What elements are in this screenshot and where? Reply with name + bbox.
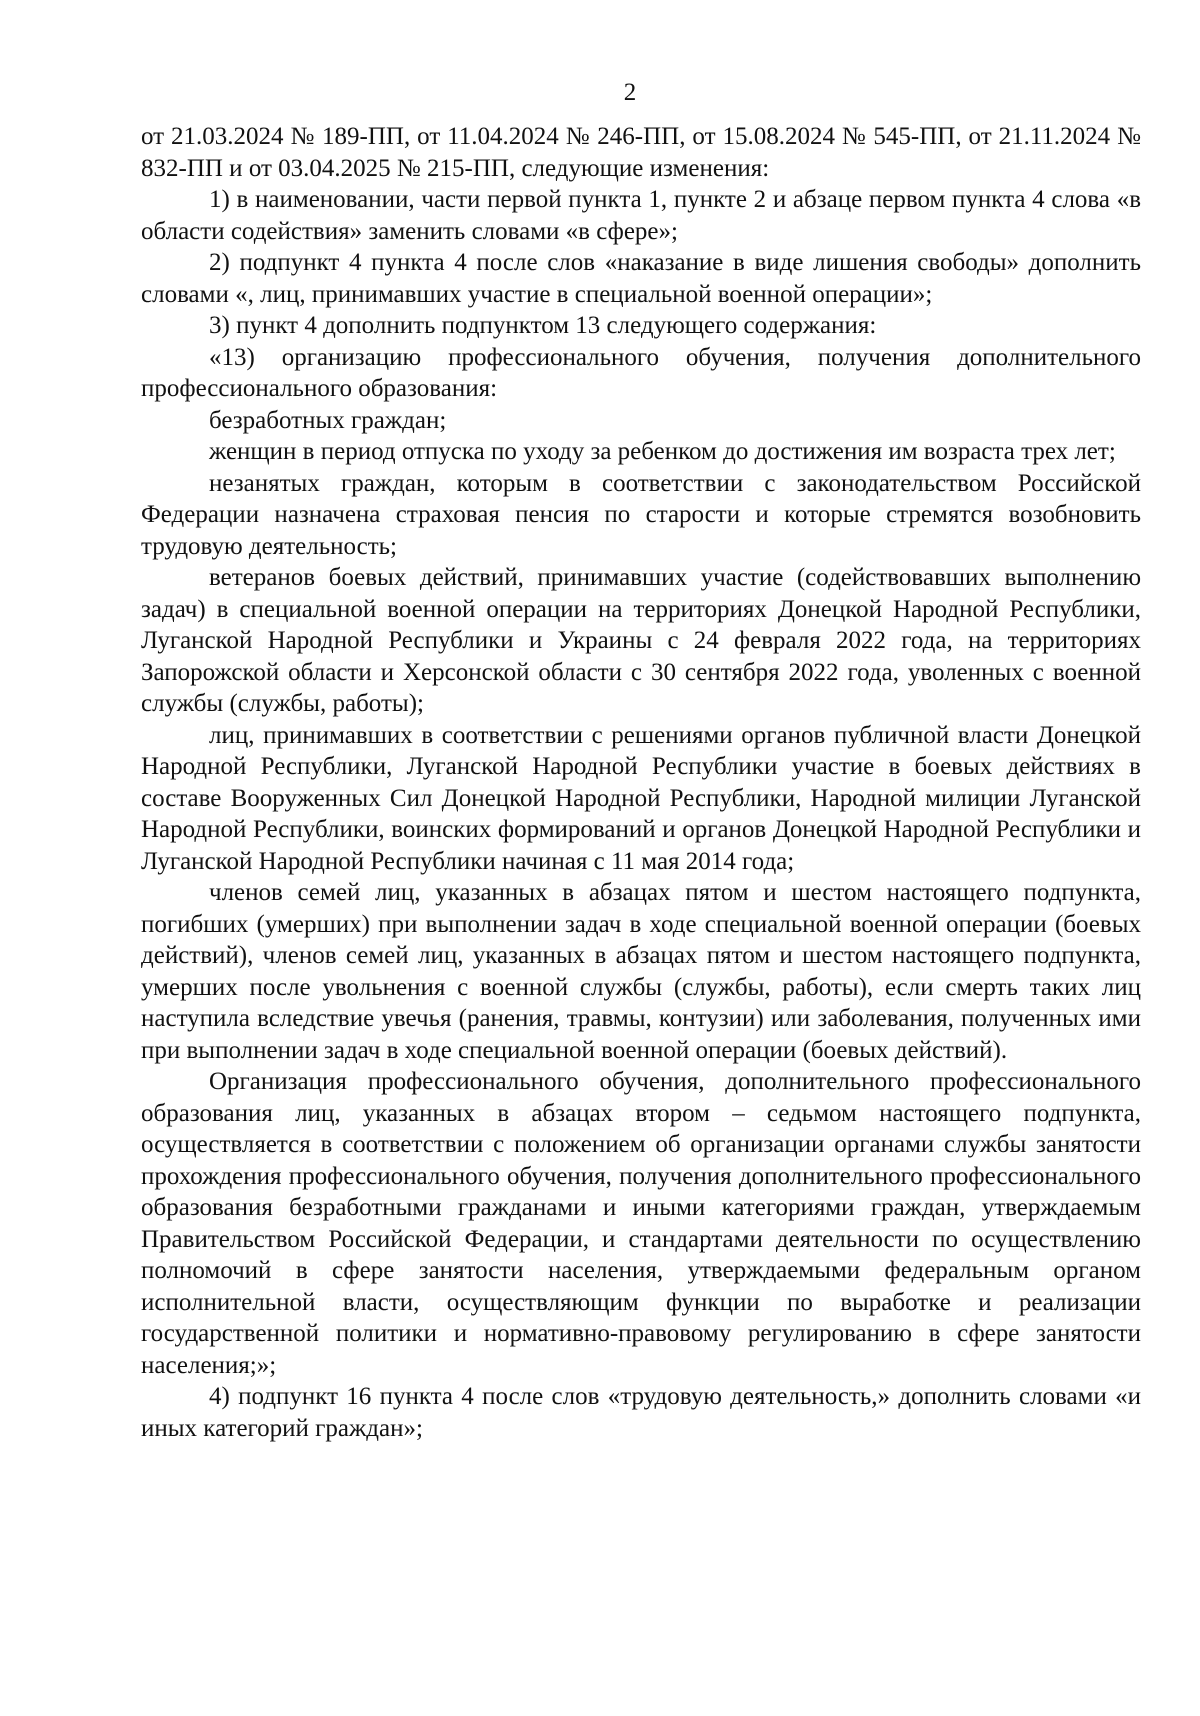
paragraph-training-organization: Организация профессионального обучения, дополнительного профессионального образования лиц, указанных в абзацах втором – седьмом настоящего подпункта, осуществляется в соответствии с положением об организации органами службы занятости прохождения профессионального обучения, получения дополнительного профессионального образования безработными гражданами и иными категориями граждан, утверждаемым Правительством Российской Федерации, и стандартами деятельности по осуществлению полномочий в сфере занятости населения, утверждаемыми федеральным органом исполнительной власти, осуществляющим функции по выработке и реализации государственной политики и нормативно-правовому регулированию в сфере занятости населения;»; [141,1068,1141,1379]
paragraph-family-members: членов семей лиц, указанных в абзацах пятом и шестом настоящего подпункта, погибших (умерших) при выполнении задач в ходе специальной военной операции (боевых действий), членов семей лиц, указанных в абзацах пятом и шестом настоящего подпункта, умерших после увольнения с военной службы (службы, работы), если смерть таких лиц наступила вследствие увечья (ранения, травмы, контузии) или заболевания, полученных ими при выполнении задач в ходе специальной военной операции (боевых действий). [141,879,1141,1064]
page-number: 2 [623,79,637,106]
paragraph-item-1: 1) в наименовании, части первой пункта 1, пункте 2 и абзаце первом пункта 4 слова «в области содействия» заменить словами «в сфере»; [141,186,1141,245]
paragraph-amendment-intro: от 21.03.2024 № 189-ПП, от 11.04.2024 № 246-ПП, от 15.08.2024 № 545-ПП, от 21.11.2024 № 832-ПП и от 03.04.2025 № 215-ПП, следующие изменения: [141,123,1141,182]
paragraph-item-2: 2) подпункт 4 пункта 4 после слов «наказание в виде лишения свободы» дополнить словами «, лиц, принимавших участие в специальной военной операции»; [141,249,1141,308]
paragraph-subitem-13: «13) организацию профессионального обучения, получения дополнительного профессионального образования: [141,343,1141,402]
paragraph-unemployed-citizens: безработных граждан; [209,406,447,434]
paragraph-pensioners: незанятых граждан, которым в соответствии с законодательством Российской Федерации назначена страховая пенсия по старости и которые стремятся возобновить трудовую деятельность; [141,469,1141,560]
paragraph-item-3: 3) пункт 4 дополнить подпунктом 13 следующего содержания: [209,312,877,339]
paragraph-item-4: 4) подпункт 16 пункта 4 после слов «трудовую деятельность,» дополнить словами «и иных категорий граждан»; [141,1383,1141,1442]
paragraph-combat-veterans: ветеранов боевых действий, принимавших участие (содействовавших выполнению задач) в специальной военной операции на территориях Донецкой Народной Республики, Луганской Народной Республики и Украины с 24 февраля 2022 года, на территориях Запорожской области и Херсонской области с 30 сентября 2022 года, уволенных с военной службы (службы, работы); [141,564,1141,717]
paragraph-dpr-lpr-participants: лиц, принимавших в соответствии с решениями органов публичной власти Донецкой Народной Республики, Луганской Народной Республики участие в боевых действиях в составе Вооруженных Сил Донецкой Народной Республики, Народной милиции Луганской Народной Республики, воинских формирований и органов Донецкой Народной Республики и Луганской Народной Республики начиная с 11 мая 2014 года; [141,721,1141,875]
document-body [141,121,1141,1444]
paragraph-parental-leave-women: женщин в период отпуска по уходу за ребенком до достижения им возраста трех лет; [209,438,1116,465]
